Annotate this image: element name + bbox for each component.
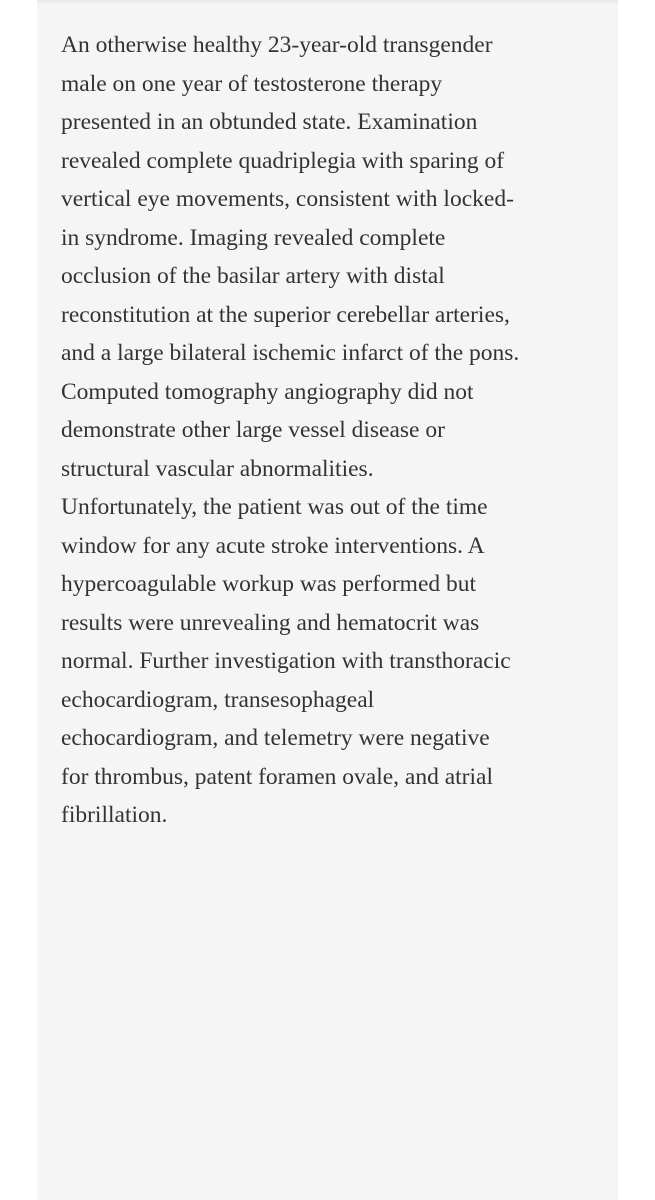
text-line: revealed complete quadriplegia with sparing of bbox=[61, 147, 505, 174]
text-line: structural vascular abnormalities. bbox=[61, 455, 374, 482]
text-line: for thrombus, patent foramen ovale, and atrial bbox=[61, 763, 493, 790]
text-line: Unfortunately, the patient was out of the time bbox=[61, 494, 488, 520]
text-line: normal. Further investigation with transthoracic bbox=[61, 648, 511, 674]
text-line: results were unrevealing and hematocrit was bbox=[61, 609, 480, 636]
text-line: Computed tomography angiography did not bbox=[61, 378, 474, 405]
text-line: vertical eye movements, consistent with locked- bbox=[61, 186, 514, 212]
text-line: window for any acute stroke interventions. A bbox=[61, 532, 485, 559]
text-line: and a large bilateral ischemic infarct of the pons. bbox=[61, 340, 520, 366]
text-line: hypercoagulable workup was performed but bbox=[61, 571, 477, 597]
text-line: presented in an obtunded state. Examination bbox=[61, 109, 478, 135]
text-line: An otherwise healthy 23-year-old transgender bbox=[61, 32, 493, 58]
text-line: male on one year of testosterone therapy bbox=[61, 70, 443, 97]
text-line: demonstrate other large vessel disease or bbox=[61, 417, 445, 443]
text-line: fibrillation. bbox=[61, 802, 168, 828]
text-line: occlusion of the basilar artery with distal bbox=[61, 263, 445, 289]
text-line: echocardiogram, transesophageal bbox=[61, 686, 375, 713]
article-paragraph bbox=[61, 26, 621, 835]
text-line: in syndrome. Imaging revealed complete bbox=[61, 224, 446, 251]
text-line: reconstitution at the superior cerebellar arteries, bbox=[61, 301, 510, 328]
text-line: echocardiogram, and telemetry were negative bbox=[61, 725, 490, 751]
